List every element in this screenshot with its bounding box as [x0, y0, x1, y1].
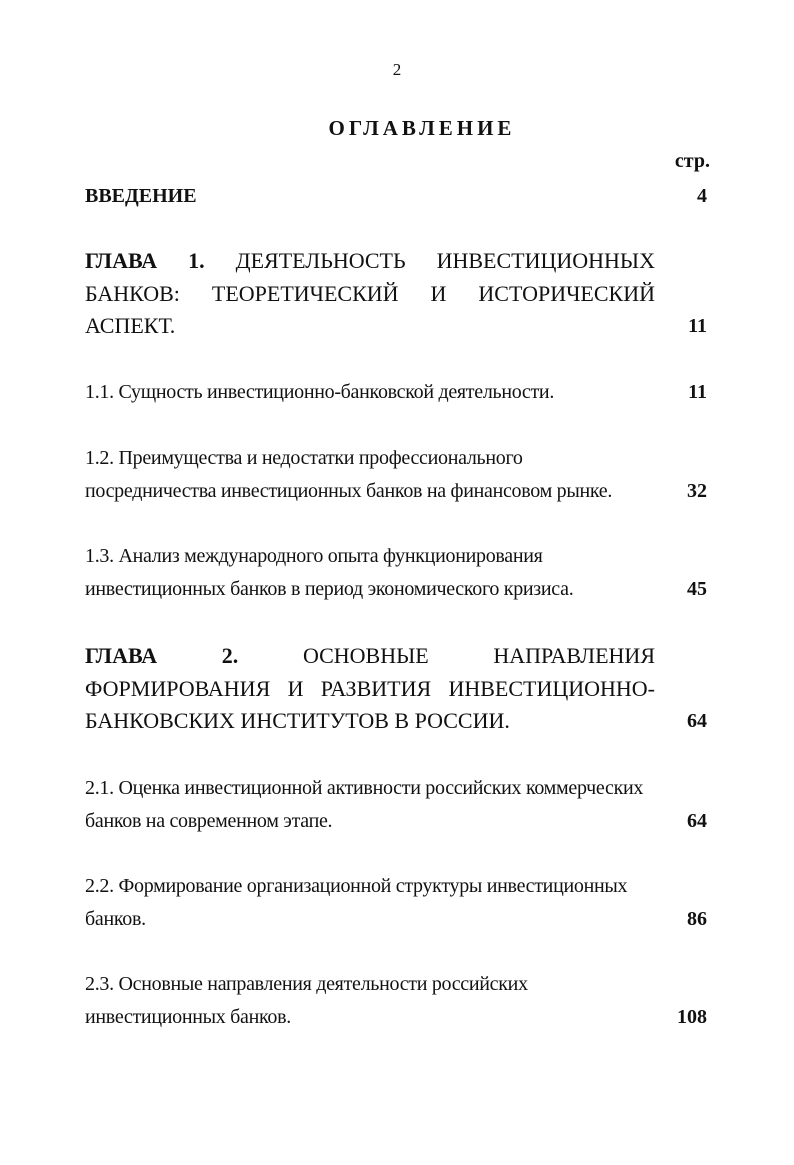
chapter-title: ОСНОВНЫЕ НАПРАВЛЕНИЯ ФОРМИРОВАНИЯ И РАЗВИТИЯ ИНВЕСТИЦИОННО-БАНКОВСКИХ ИНСТИТУТОВ В РОССИИ.	[85, 643, 655, 733]
toc-entry-1-1[interactable]	[85, 376, 707, 409]
toc-entry-page: 108	[677, 1005, 707, 1028]
chapter-label: ГЛАВА 2.	[85, 643, 239, 668]
toc-entry-page: 64	[687, 710, 707, 732]
toc-entry-text: 1.2. Преимущества и недостатки профессионального посредничества инвестиционных банков на финансовом рынке.	[85, 447, 613, 502]
toc-entry-text: ВВЕДЕНИЕ	[85, 185, 197, 207]
toc-entry-text: 1.1. Сущность инвестиционно-банковской деятельности.	[85, 381, 555, 403]
toc-entry-introduction[interactable]	[85, 180, 707, 213]
toc-entry-2-3[interactable]	[85, 968, 707, 1033]
toc-entry-text: 2.2. Формирование организационной структуры инвестиционных банков.	[85, 875, 628, 930]
toc-entry-page: 86	[687, 907, 707, 930]
page-number: 2	[392, 60, 402, 79]
toc-entry-text: 2.1. Оценка инвестиционной активности российских коммерческих банков на современном этапе.	[85, 777, 644, 832]
toc-entry-chapter-2[interactable]	[85, 640, 707, 738]
chapter-title: ДЕЯТЕЛЬНОСТЬ ИНВЕСТИЦИОННЫХ БАНКОВ: ТЕОРЕТИЧЕСКИЙ И ИСТОРИЧЕСКИЙ АСПЕКТ.	[85, 248, 655, 338]
chapter-label: ГЛАВА 1.	[85, 248, 205, 273]
toc-entry-page: 45	[687, 577, 707, 600]
toc-entry-text	[85, 245, 655, 343]
toc-entry-text: 1.3. Анализ международного опыта функционирования инвестиционных банков в период экономического кризиса.	[85, 545, 574, 600]
toc-entry-2-2[interactable]	[85, 870, 707, 935]
toc-entry-text: 2.3. Основные направления деятельности российских инвестиционных банков.	[85, 973, 528, 1028]
toc-entry-page: 64	[687, 809, 707, 832]
toc-entry-text	[85, 640, 655, 738]
page-column-label: стр.	[674, 150, 710, 172]
toc-entry-1-3[interactable]	[85, 540, 707, 605]
toc-entry-page: 11	[688, 381, 707, 403]
toc-entry-1-2[interactable]	[85, 442, 707, 507]
toc-entry-page: 11	[688, 315, 707, 337]
toc-entry-2-1[interactable]	[85, 772, 707, 837]
toc-title: ОГЛАВЛЕНИЕ	[328, 116, 516, 140]
toc-entry-page: 32	[687, 479, 707, 502]
toc-entry-page: 4	[697, 185, 707, 207]
toc-entry-chapter-1[interactable]	[85, 245, 707, 343]
